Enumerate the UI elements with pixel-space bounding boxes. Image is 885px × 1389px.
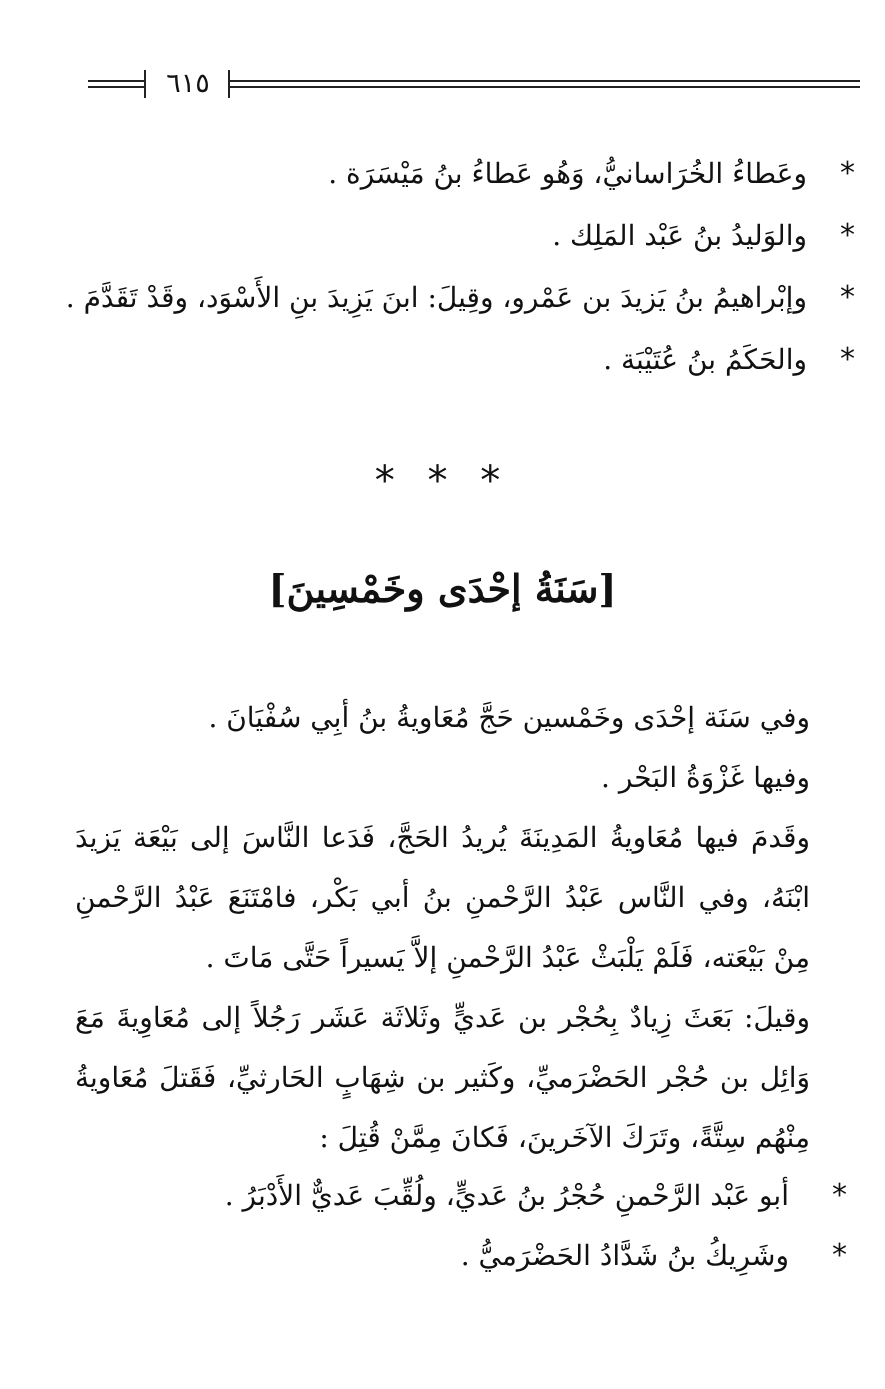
list-item-text: والحَكَمُ بنُ عُتَيْبَة . (603, 343, 807, 376)
asterisk-bullet-icon: * (832, 1178, 847, 1213)
paragraph: وفيها غَزْوَةُ البَحْر . (601, 761, 810, 794)
narrator-list-top (55, 148, 855, 396)
header-rule-right (230, 80, 860, 88)
paragraph: وقيلَ: بَعَثَ زِيادٌ بِحُجْر بن عَديٍّ وثَلاثَة عَشَر رَجُلاً إلى مُعَاوِيةَ مَعَ وَائِل بن حُجْر الحَضْرَميِّ، وكَثير بن شِهَابٍ الحَارثيِّ، فَقَتلَ مُعَاويةُ مِنْهُم سِتَّةً، وتَرَكَ الآخَرينَ، فَكانَ مِمَّنْ قُتِلَ : (75, 1001, 810, 1154)
page-header (88, 66, 860, 102)
list-item-text: وإبْراهيمُ بنُ يَزيدَ بن عَمْرو، وقِيلَ: ابنَ يَزِيدَ بنِ الأَسْوَد، وقَدْ تَقَدَّمَ . (65, 281, 807, 314)
list-item-text: أبو عَبْد الرَّحْمنِ حُجْرُ بنُ عَديٍّ، ولُقِّبَ عَديٌّ الأَدْبَرُ . (224, 1179, 789, 1212)
list-item (67, 1168, 847, 1228)
list-item-text: والوَليدُ بنُ عَبْد المَلِك . (552, 219, 807, 252)
list-item-text: وشَرِيكُ بنُ شَدَّادُ الحَضْرَميُّ . (460, 1239, 789, 1272)
asterisk-bullet-icon: * (840, 218, 855, 253)
header-rule-left (88, 80, 146, 88)
paragraph: وفي سَنَة إحْدَى وخَمْسين حَجَّ مُعَاويةُ بنُ أبِي سُفْيَانَ . (208, 701, 810, 734)
body-text (75, 688, 810, 1168)
list-item (55, 334, 855, 396)
list-item (55, 210, 855, 272)
paragraph: وقَدمَ فيها مُعَاويةُ المَدِينَةَ يُريدُ الحَجَّ، فَدَعا النَّاسَ إلى بَيْعَة يَزيدَ ابْنَهُ، وفي النَّاس عَبْدُ الرَّحْمنِ بنُ أبي بَكْر، فامْتَنَعَ عَبْدُ الرَّحْمنِ مِنْ بَيْعَته، فَلَمْ يَلْبَثْ عَبْدُ الرَّحْمنِ إلاَّ يَسيراً حَتَّى مَاتَ . (75, 821, 810, 974)
header-rule-left-cap (144, 70, 146, 98)
asterisk-bullet-icon: * (840, 342, 855, 377)
asterisk-bullet-icon: * (840, 280, 855, 315)
list-item (55, 148, 855, 210)
section-title: [سَنَةُ إحْدَى وخَمْسِينَ] (268, 566, 617, 611)
page-number: ٦١٥ (166, 68, 210, 99)
asterisk-bullet-icon: * (840, 156, 855, 191)
list-item (67, 1228, 847, 1288)
list-item (55, 272, 855, 334)
narrator-list-bottom (67, 1168, 847, 1288)
asterisk-bullet-icon: * (832, 1238, 847, 1273)
list-item-text: وعَطاءُ الخُرَاسانيُّ، وَهُو عَطاءُ بنُ مَيْسَرَة . (328, 157, 807, 190)
section-separator: * * * (374, 458, 511, 504)
